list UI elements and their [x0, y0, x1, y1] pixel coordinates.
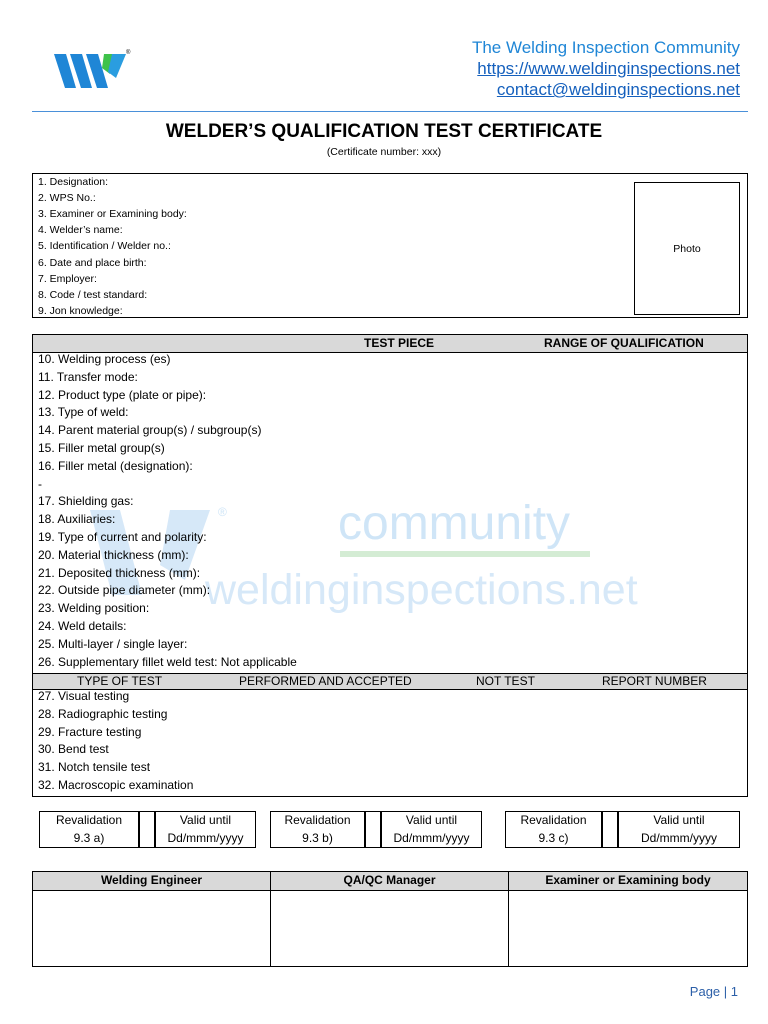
signature-header-rule — [33, 890, 747, 891]
test-item-1: 27. Visual testing — [38, 689, 130, 703]
qualification-item-10: 18. Auxiliaries: — [38, 512, 116, 527]
qualification-item-1: 10. Welding process (es) — [38, 352, 171, 366]
registered-mark: ® — [126, 50, 131, 56]
header-divider — [32, 111, 748, 112]
qualification-item-4: 13. Type of weld: — [38, 405, 129, 420]
certificate-number: (Certificate number: xxx) — [326, 146, 442, 158]
qualification-item-15: 23. Welding position: — [38, 601, 150, 616]
personal-field-2: 2. WPS No.: — [38, 192, 96, 205]
qualification-item-16: 24. Weld details: — [38, 619, 127, 633]
email-link[interactable]: contact@weldinginspections.net — [496, 80, 740, 99]
qualification-item-12: 20. Material thickness (mm): — [38, 547, 189, 562]
performed-header: PERFORMED AND ACCEPTED — [239, 674, 412, 688]
test-item-6: 32. Macroscopic examination — [38, 778, 194, 792]
document-title: WELDER’S QUALIFICATION TEST CERTIFICATE — [165, 121, 603, 142]
test-item-3: 29. Fracture testing — [38, 724, 142, 739]
valid-until-b: Valid until Dd/mmm/yyyy — [393, 813, 470, 845]
valid-until-a: Valid until Dd/mmm/yyyy — [167, 813, 244, 845]
qualification-item-14: 22. Outside pipe diameter (mm): — [38, 583, 211, 598]
qualification-item-5: 14. Parent material group(s) / subgroup(s) — [38, 423, 262, 438]
watermark-word: community — [338, 497, 571, 550]
watermark-mark: ® — [218, 505, 227, 519]
examiner-header: Examiner or Examining body — [545, 873, 711, 887]
test-item-2: 28. Radiographic testing — [38, 706, 168, 721]
company-logo — [52, 48, 132, 94]
qualification-item-18: 26. Supplementary fillet weld test: Not applicable — [38, 654, 297, 669]
qualification-item-8: - — [38, 476, 42, 491]
personal-field-5: 5. Identification / Welder no.: — [38, 240, 171, 253]
test-item-5: 31. Notch tensile test — [38, 760, 151, 775]
personal-field-1: 1. Designation: — [38, 176, 109, 188]
qaqc-manager-signature-area[interactable] — [272, 892, 507, 965]
revalidation-c-gap — [602, 811, 618, 848]
revalidation-a-gap — [139, 811, 155, 848]
personal-field-3: 3. Examiner or Examining body: — [38, 208, 187, 221]
watermark-url: weldinginspections.net — [205, 566, 638, 614]
personal-field-8: 8. Code / test standard: — [38, 288, 148, 301]
photo-label: Photo — [673, 242, 701, 255]
test-piece-header: TEST PIECE — [364, 336, 435, 350]
revalidation-c-label: Revalidation 9.3 c) — [520, 813, 587, 845]
qualification-item-17: 25. Multi-layer / single layer: — [38, 636, 188, 651]
test-item-4: 30. Bend test — [38, 742, 109, 757]
qualification-item-3: 12. Product type (plate or pipe): — [38, 387, 207, 402]
qualification-item-2: 11. Transfer mode: — [38, 369, 138, 384]
qaqc-manager-header: QA/QC Manager — [343, 873, 436, 887]
revalidation-b-gap — [365, 811, 381, 848]
welding-engineer-header: Welding Engineer — [100, 873, 203, 887]
range-header: RANGE OF QUALIFICATION — [544, 336, 704, 350]
page-number: Page | 1 — [689, 984, 738, 999]
examiner-signature-area[interactable] — [510, 892, 746, 965]
qualification-item-13: 21. Deposited thickness (mm): — [38, 565, 201, 580]
qualification-item-6: 15. Filler metal group(s) — [38, 441, 165, 455]
welding-engineer-signature-area[interactable] — [34, 892, 269, 965]
personal-field-6: 6. Date and place birth: — [38, 256, 147, 269]
revalidation-b-label: Revalidation 9.3 b) — [284, 813, 351, 845]
type-of-test-header: TYPE OF TEST — [77, 674, 163, 688]
qualification-item-11: 19. Type of current and polarity: — [38, 530, 207, 544]
personal-field-7: 7. Employer: — [38, 272, 97, 285]
revalidation-a-label: Revalidation 9.3 a) — [55, 813, 123, 845]
valid-until-c: Valid until Dd/mmm/yyyy — [641, 813, 717, 845]
not-test-header: NOT TEST — [476, 674, 535, 688]
org-name: The Welding Inspection Community — [471, 38, 740, 57]
qualification-item-9: 17. Shielding gas: — [38, 494, 134, 509]
personal-field-9: 9. Jon knowledge: — [38, 304, 123, 317]
test-header-rule — [33, 689, 747, 690]
qualification-item-7: 16. Filler metal (designation): — [38, 458, 193, 473]
report-number-header: REPORT NUMBER — [602, 674, 707, 688]
website-link[interactable]: https://www.weldinginspections.net — [477, 59, 740, 78]
photo-box — [634, 182, 740, 315]
personal-field-4: 4. Welder’s name: — [38, 224, 123, 237]
